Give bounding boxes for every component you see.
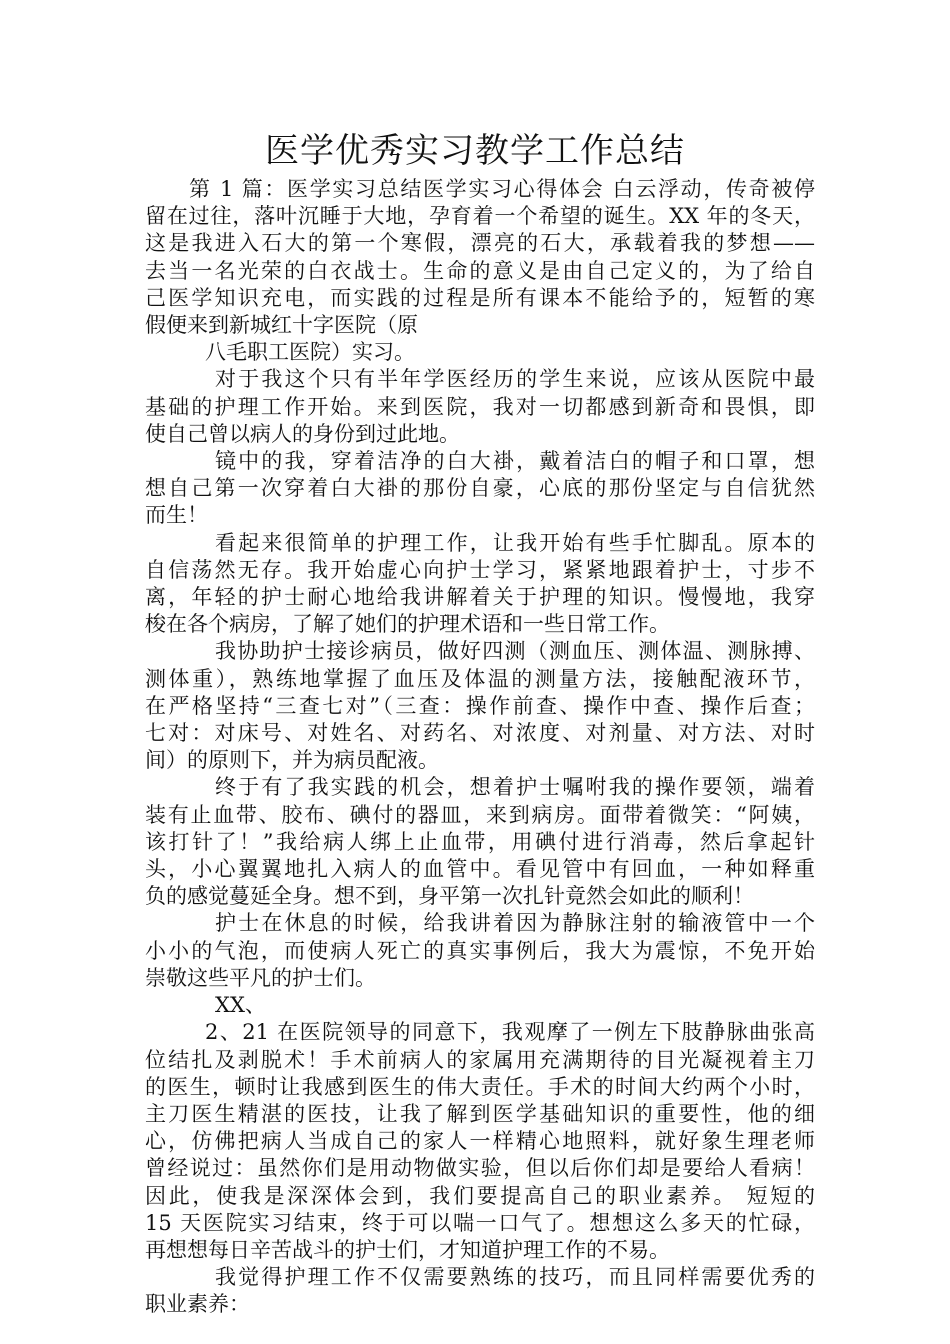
text-line: 假便来到新城红十字医院（原 (145, 313, 418, 338)
text-line: 心，仿佛把病人当成自己的家人一样精心地照料，就好象生理老师 (145, 1129, 815, 1154)
text-line: 护士在休息的时候，给我讲着因为静脉注射的输液管中一个 (215, 911, 815, 936)
text-line: 小小的气泡，而使病人死亡的真实事例后，我大为震惊，不免开始 (145, 938, 815, 963)
text-line: 想自己第一次穿着白大褂的那份自豪，心底的那份坚定与自信犹然 (145, 476, 815, 501)
text-line: 梭在各个病房，了解了她们的护理术语和一些日常工作。 (145, 612, 670, 637)
text-line: 终于有了我实践的机会，想着护士嘱咐我的操作要领，端着 (215, 775, 815, 800)
text-line: 我协助护士接诊病员，做好四测（测血压、测体温、测脉搏、 (215, 639, 815, 664)
text-line: 使自己曾以病人的身份到过此地。 (145, 421, 460, 446)
text-line: 去当一名光荣的白衣战士。生命的意义是由自己定义的，为了给自 (145, 258, 815, 283)
text-line: 该打针了！”我给病人绑上止血带，用碘付进行消毒，然后拿起针 (145, 829, 815, 854)
text-line: 基础的护理工作开始。来到医院，我对一切都感到新奇和畏惧，即 (145, 394, 815, 419)
text-line: 在严格坚持“三查七对”（三查：操作前查、操作中查、操作后查； (145, 693, 815, 718)
text-line: 留在过往，落叶沉睡于大地，孕育着一个希望的诞生。XX 年的冬天， (145, 204, 815, 229)
text-line: 己医学知识充电，而实践的过程是所有课本不能给予的，短暂的寒 (145, 285, 815, 310)
text-line: 八毛职工医院）实习。 (205, 340, 415, 365)
text-line: 因此，使我是深深体会到，我们要提高自己的职业素养。 短短的 (145, 1183, 815, 1208)
text-line: 2、21 在医院领导的同意下，我观摩了一例左下肢静脉曲张高 (205, 1020, 815, 1045)
text-line: 再想想每日辛苦战斗的护士们，才知道护理工作的不易。 (145, 1237, 670, 1262)
text-line: 测体重），熟练地掌握了血压及体温的测量方法，接触配液环节， (145, 666, 815, 691)
text-line: 而生！ (145, 503, 208, 528)
text-line: 镜中的我，穿着洁净的白大褂，戴着洁白的帽子和口罩，想 (215, 449, 815, 474)
text-line: 的医生，顿时让我感到医生的伟大责任。手术的时间大约两个小时， (145, 1074, 815, 1099)
text-line: 崇敬这些平凡的护士们。 (145, 965, 376, 990)
text-line: 这是我进入石大的第一个寒假，漂亮的石大，承载着我的梦想—— (145, 231, 815, 256)
text-line: 头，小心翼翼地扎入病人的血管中。看见管中有回血，一种如释重 (145, 857, 815, 882)
text-line: 自信荡然无存。我开始虚心向护士学习，紧紧地跟着护士，寸步不 (145, 557, 815, 582)
text-line: 15 天医院实习结束，终于可以喘一口气了。想想这么多天的忙碌， (145, 1210, 815, 1235)
text-line: 位结扎及剥脱术！手术前病人的家属用充满期待的目光凝视着主刀 (145, 1047, 815, 1072)
text-line: 看起来很简单的护理工作，让我开始有些手忙脚乱。原本的 (215, 530, 815, 555)
text-line: 职业素养： (145, 1292, 250, 1317)
document-title: 医学优秀实习教学工作总结 (265, 131, 685, 171)
document-body (145, 176, 815, 1319)
text-line: 七对：对床号、对姓名、对药名、对浓度、对剂量、对方法、对时 (145, 721, 815, 746)
text-line: 曾经说过：虽然你们是用动物做实验，但以后你们却是要给人看病！ (145, 1156, 815, 1181)
text-line: 离，年轻的护士耐心地给我讲解着关于护理的知识。慢慢地，我穿 (145, 585, 815, 610)
text-line: 对于我这个只有半年学医经历的学生来说，应该从医院中最 (215, 367, 815, 392)
text-line: 我觉得护理工作不仅需要熟练的技巧，而且同样需要优秀的 (215, 1265, 815, 1290)
text-line: 装有止血带、胶布、碘付的器皿，来到病房。面带着微笑：“阿姨， (145, 802, 815, 827)
text-line: 间）的原则下，并为病员配液。 (145, 748, 439, 773)
text-line: XX、 (215, 993, 266, 1018)
text-line: 主刀医生精湛的医技，让我了解到医学基础知识的重要性，他的细 (145, 1101, 815, 1126)
text-line: 负的感觉蔓延全身。想不到，身平第一次扎针竟然会如此的顺利！ (145, 884, 754, 909)
text-line: 第 1 篇：医学实习总结医学实习心得体会 白云浮动，传奇被停 (189, 177, 815, 201)
